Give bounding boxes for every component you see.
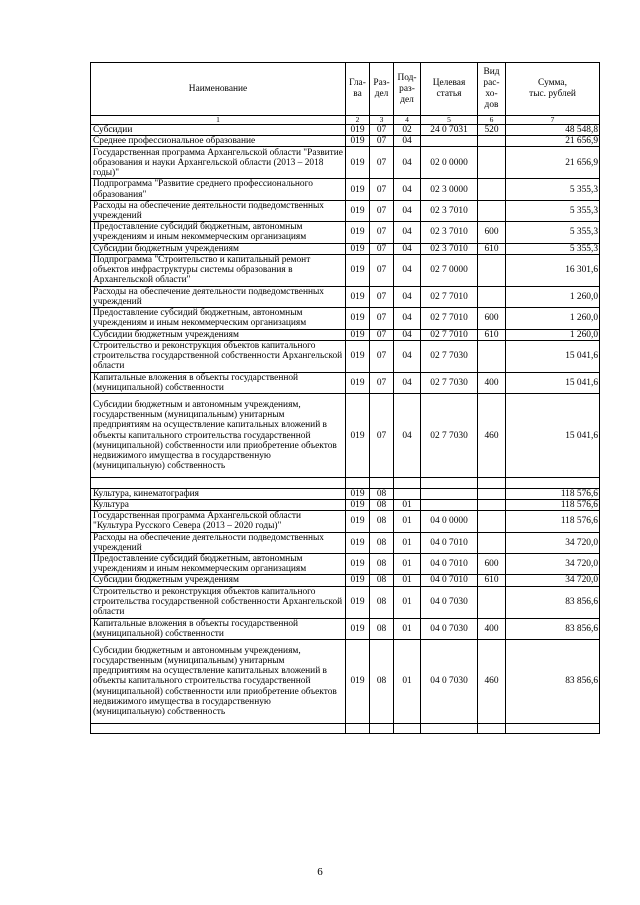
row-summa: 34 720,0 — [506, 532, 600, 553]
row-razdel: 07 — [370, 222, 394, 243]
header-row — [91, 63, 600, 116]
row-statya: 04 0 7030 — [421, 586, 478, 618]
header-vid: Вид рас- хо- дов — [478, 63, 506, 116]
row-razdel: 07 — [370, 394, 394, 478]
column-number-row — [91, 116, 600, 125]
row-statya — [421, 488, 478, 499]
row-glava: 019 — [346, 639, 370, 723]
header-name: Наименование — [91, 63, 346, 116]
row-glava: 019 — [346, 511, 370, 532]
row-summa: 21 656,9 — [506, 136, 600, 147]
row-summa: 34 720,0 — [506, 553, 600, 574]
row-statya — [421, 136, 478, 147]
row-summa: 83 856,6 — [506, 586, 600, 618]
row-statya: 04 0 0000 — [421, 511, 478, 532]
row-name: Подпрограмма "Строительство и капитальный ремонт объектов инфраструктуры системы образования в Архангельской области" — [91, 254, 346, 286]
page-number: 6 — [317, 866, 323, 878]
table-row — [91, 618, 600, 639]
row-glava: 019 — [346, 586, 370, 618]
row-summa: 34 720,0 — [506, 575, 600, 586]
row-glava: 019 — [346, 329, 370, 340]
row-summa: 83 856,6 — [506, 618, 600, 639]
row-podrazdel: 01 — [394, 639, 421, 723]
row-razdel: 08 — [370, 532, 394, 553]
col-number: 7 — [506, 116, 600, 125]
table-row — [91, 147, 600, 179]
row-podrazdel: 04 — [394, 200, 421, 221]
row-razdel: 07 — [370, 340, 394, 372]
table-row — [91, 586, 600, 618]
row-glava: 019 — [346, 286, 370, 307]
row-name: Культура, кинематография — [91, 488, 346, 499]
row-vid — [478, 532, 506, 553]
row-glava: 019 — [346, 575, 370, 586]
table-row — [91, 488, 600, 499]
table-row — [91, 329, 600, 340]
budget-table — [90, 62, 600, 734]
header-razdel: Раз- дел — [370, 63, 394, 116]
row-razdel: 08 — [370, 511, 394, 532]
row-statya: 04 0 7010 — [421, 575, 478, 586]
row-razdel — [370, 478, 394, 489]
table-body — [91, 125, 600, 734]
row-razdel: 08 — [370, 586, 394, 618]
header-podrazdel: Под- раз- дел — [394, 63, 421, 116]
row-glava: 019 — [346, 488, 370, 499]
row-vid — [478, 499, 506, 510]
table-row — [91, 478, 600, 489]
row-vid: 610 — [478, 243, 506, 254]
row-statya: 02 3 7010 — [421, 243, 478, 254]
row-podrazdel — [394, 488, 421, 499]
row-name — [91, 723, 346, 734]
row-summa: 118 576,6 — [506, 499, 600, 510]
row-statya: 04 0 7010 — [421, 532, 478, 553]
row-podrazdel: 04 — [394, 394, 421, 478]
table-row — [91, 286, 600, 307]
row-name: Культура — [91, 499, 346, 510]
row-razdel: 08 — [370, 639, 394, 723]
row-razdel: 07 — [370, 200, 394, 221]
row-glava: 019 — [346, 243, 370, 254]
row-glava: 019 — [346, 340, 370, 372]
row-razdel: 07 — [370, 329, 394, 340]
row-glava: 019 — [346, 394, 370, 478]
row-razdel: 07 — [370, 286, 394, 307]
row-name: Расходы на обеспечение деятельности подведомственных учреждений — [91, 200, 346, 221]
row-vid — [478, 488, 506, 499]
row-podrazdel: 01 — [394, 499, 421, 510]
row-statya: 02 7 7030 — [421, 372, 478, 393]
table-row — [91, 511, 600, 532]
row-summa: 15 041,6 — [506, 340, 600, 372]
row-razdel: 07 — [370, 136, 394, 147]
table-row — [91, 125, 600, 136]
row-name: Капитальные вложения в объекты государственной (муниципальной) собственности — [91, 618, 346, 639]
col-number: 4 — [394, 116, 421, 125]
row-vid — [478, 586, 506, 618]
col-number: 1 — [91, 116, 346, 125]
row-vid — [478, 136, 506, 147]
row-razdel: 08 — [370, 499, 394, 510]
row-vid: 610 — [478, 575, 506, 586]
row-glava: 019 — [346, 222, 370, 243]
row-podrazdel: 04 — [394, 308, 421, 329]
row-podrazdel — [394, 723, 421, 734]
row-podrazdel: 04 — [394, 136, 421, 147]
row-razdel: 07 — [370, 308, 394, 329]
col-number: 6 — [478, 116, 506, 125]
row-name: Расходы на обеспечение деятельности подведомственных учреждений — [91, 532, 346, 553]
row-name: Государственная программа Архангельской области "Культура Русского Севера (2013 – 2020 годы)" — [91, 511, 346, 532]
row-summa: 83 856,6 — [506, 639, 600, 723]
row-summa — [506, 723, 600, 734]
row-statya: 02 7 7010 — [421, 308, 478, 329]
row-name: Предоставление субсидий бюджетным, автономным учреждениям и иным некоммерческим организациям — [91, 222, 346, 243]
row-name — [91, 478, 346, 489]
row-razdel: 07 — [370, 147, 394, 179]
row-name: Расходы на обеспечение деятельности подведомственных учреждений — [91, 286, 346, 307]
row-glava: 019 — [346, 499, 370, 510]
row-glava: 019 — [346, 372, 370, 393]
row-podrazdel: 04 — [394, 372, 421, 393]
row-podrazdel: 02 — [394, 125, 421, 136]
row-glava: 019 — [346, 532, 370, 553]
row-razdel — [370, 723, 394, 734]
row-razdel: 07 — [370, 125, 394, 136]
col-number: 2 — [346, 116, 370, 125]
row-statya: 02 7 7010 — [421, 329, 478, 340]
row-summa: 15 041,6 — [506, 372, 600, 393]
row-vid: 600 — [478, 308, 506, 329]
row-statya: 04 0 7030 — [421, 639, 478, 723]
row-podrazdel: 04 — [394, 340, 421, 372]
row-podrazdel: 01 — [394, 532, 421, 553]
row-name: Субсидии бюджетным учреждениям — [91, 575, 346, 586]
row-podrazdel: 01 — [394, 586, 421, 618]
row-razdel: 08 — [370, 575, 394, 586]
row-name: Строительство и реконструкция объектов капитального строительства государственной собственности Архангельской области — [91, 586, 346, 618]
row-statya: 02 3 7010 — [421, 222, 478, 243]
row-vid: 400 — [478, 618, 506, 639]
row-vid — [478, 147, 506, 179]
row-name: Субсидии — [91, 125, 346, 136]
row-summa: 1 260,0 — [506, 286, 600, 307]
row-glava: 019 — [346, 254, 370, 286]
table-row — [91, 243, 600, 254]
row-name: Государственная программа Архангельской области "Развитие образования и науки Архангельской области (2013 – 2018 годы)" — [91, 147, 346, 179]
row-statya: 02 7 7010 — [421, 286, 478, 307]
table-row — [91, 200, 600, 221]
header-glava: Гла- ва — [346, 63, 370, 116]
table-row — [91, 136, 600, 147]
row-summa: 1 260,0 — [506, 329, 600, 340]
row-summa: 5 355,3 — [506, 200, 600, 221]
row-glava: 019 — [346, 308, 370, 329]
row-statya: 02 3 0000 — [421, 179, 478, 200]
row-vid — [478, 254, 506, 286]
row-statya — [421, 723, 478, 734]
row-statya: 02 0 0000 — [421, 147, 478, 179]
row-name: Капитальные вложения в объекты государственной (муниципальной) собственности — [91, 372, 346, 393]
row-glava: 019 — [346, 553, 370, 574]
table-row — [91, 723, 600, 734]
row-name: Предоставление субсидий бюджетным, автономным учреждениям и иным некоммерческим организациям — [91, 308, 346, 329]
row-summa — [506, 478, 600, 489]
row-podrazdel: 04 — [394, 243, 421, 254]
header-summa: Сумма, тыс. рублей — [506, 63, 600, 116]
table-row — [91, 372, 600, 393]
table-row — [91, 340, 600, 372]
row-vid: 600 — [478, 553, 506, 574]
row-glava: 019 — [346, 125, 370, 136]
table-row — [91, 394, 600, 478]
col-number: 3 — [370, 116, 394, 125]
row-summa: 5 355,3 — [506, 243, 600, 254]
row-vid: 460 — [478, 394, 506, 478]
row-statya: 02 7 7030 — [421, 340, 478, 372]
row-vid — [478, 340, 506, 372]
row-summa: 118 576,6 — [506, 488, 600, 499]
row-podrazdel: 04 — [394, 286, 421, 307]
row-podrazdel: 01 — [394, 511, 421, 532]
row-name: Субсидии бюджетным и автономным учреждениям, государственным (муниципальным) унитарным предприятиям на осуществление капитальных вложений в объекты капитального строительства государственной (муниципальной) собственности или приобретение объектов недвижимого имущества в государственную (муниципальную) собственность — [91, 394, 346, 478]
row-statya — [421, 499, 478, 510]
row-podrazdel: 01 — [394, 553, 421, 574]
row-name: Субсидии бюджетным и автономным учреждениям, государственным (муниципальным) унитарным предприятиям на осуществление капитальных вложений в объекты капитального строительства государственной (муниципальной) собственности или приобретение объектов недвижимого имущества в государственную (муниципальную) собственность — [91, 639, 346, 723]
row-name: Субсидии бюджетным учреждениям — [91, 243, 346, 254]
row-glava: 019 — [346, 618, 370, 639]
row-podrazdel: 01 — [394, 618, 421, 639]
row-vid: 400 — [478, 372, 506, 393]
row-glava — [346, 723, 370, 734]
table-row — [91, 639, 600, 723]
row-razdel: 07 — [370, 254, 394, 286]
row-summa: 118 576,6 — [506, 511, 600, 532]
row-summa: 21 656,9 — [506, 147, 600, 179]
row-podrazdel — [394, 478, 421, 489]
row-statya: 04 0 7030 — [421, 618, 478, 639]
row-vid — [478, 511, 506, 532]
row-summa: 15 041,6 — [506, 394, 600, 478]
row-name: Субсидии бюджетным учреждениям — [91, 329, 346, 340]
row-razdel: 07 — [370, 243, 394, 254]
row-name: Предоставление субсидий бюджетным, автономным учреждениям и иным некоммерческим организациям — [91, 553, 346, 574]
row-podrazdel: 01 — [394, 575, 421, 586]
row-summa: 16 301,6 — [506, 254, 600, 286]
row-podrazdel: 04 — [394, 147, 421, 179]
row-razdel: 08 — [370, 618, 394, 639]
row-vid — [478, 179, 506, 200]
row-statya: 02 7 0000 — [421, 254, 478, 286]
row-vid — [478, 478, 506, 489]
row-vid: 600 — [478, 222, 506, 243]
header-statya: Целевая статья — [421, 63, 478, 116]
row-glava: 019 — [346, 200, 370, 221]
row-summa: 48 548,8 — [506, 125, 600, 136]
row-summa: 5 355,3 — [506, 222, 600, 243]
row-glava — [346, 478, 370, 489]
row-vid — [478, 286, 506, 307]
row-statya: 04 0 7010 — [421, 553, 478, 574]
table-row — [91, 222, 600, 243]
table-row — [91, 532, 600, 553]
row-vid — [478, 723, 506, 734]
row-summa: 5 355,3 — [506, 179, 600, 200]
row-glava: 019 — [346, 179, 370, 200]
row-razdel: 07 — [370, 372, 394, 393]
row-statya: 24 0 7031 — [421, 125, 478, 136]
row-vid: 610 — [478, 329, 506, 340]
table-row — [91, 575, 600, 586]
row-vid: 460 — [478, 639, 506, 723]
row-vid — [478, 200, 506, 221]
table-row — [91, 179, 600, 200]
row-name: Подпрограмма "Развитие среднего профессионального образования" — [91, 179, 346, 200]
table-row — [91, 499, 600, 510]
row-statya: 02 3 7010 — [421, 200, 478, 221]
row-podrazdel: 04 — [394, 329, 421, 340]
row-podrazdel: 04 — [394, 254, 421, 286]
row-name: Строительство и реконструкция объектов капитального строительства государственной собственности Архангельской области — [91, 340, 346, 372]
row-razdel: 08 — [370, 488, 394, 499]
row-glava: 019 — [346, 136, 370, 147]
col-number: 5 — [421, 116, 478, 125]
table-row — [91, 308, 600, 329]
row-vid: 520 — [478, 125, 506, 136]
row-razdel: 07 — [370, 179, 394, 200]
table-row — [91, 254, 600, 286]
row-glava: 019 — [346, 147, 370, 179]
row-summa: 1 260,0 — [506, 308, 600, 329]
row-razdel: 08 — [370, 553, 394, 574]
row-statya: 02 7 7030 — [421, 394, 478, 478]
row-podrazdel: 04 — [394, 179, 421, 200]
row-podrazdel: 04 — [394, 222, 421, 243]
table-row — [91, 553, 600, 574]
row-name: Среднее профессиональное образование — [91, 136, 346, 147]
row-statya — [421, 478, 478, 489]
